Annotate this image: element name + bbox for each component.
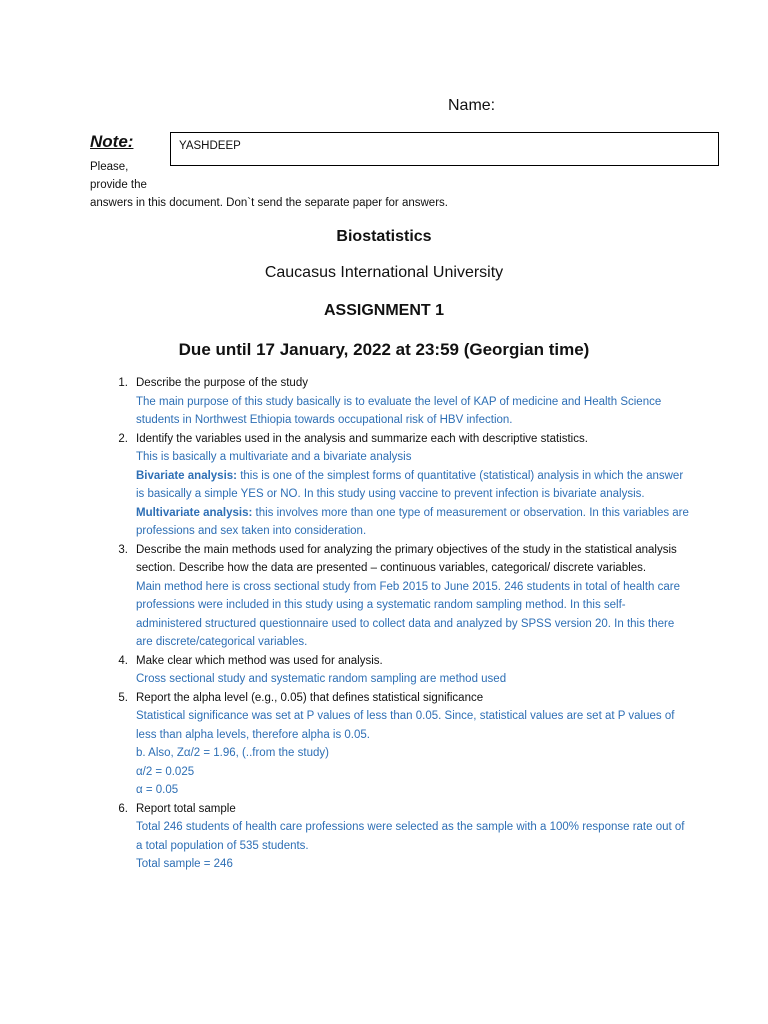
answer-bold-label: Multivariate analysis: xyxy=(136,506,253,519)
question-list xyxy=(110,374,690,874)
answer-bold-label: Bivariate analysis: xyxy=(136,469,238,482)
question-text: Identify the variables used in the analysis and summarize each with descriptive statistics. xyxy=(136,432,588,445)
answer-text: Total sample = 246 xyxy=(136,858,233,870)
question-text: Describe the main methods used for analyzing the primary objectives of the study in the statistical analysis section. Describe how the data are presented – continuous variables, categorical/ discrete variables. xyxy=(136,543,677,574)
answer-text: α = 0.05 xyxy=(136,784,179,796)
assignment-title: ASSIGNMENT 1 xyxy=(323,302,444,319)
question-text: Make clear which method was used for analysis. xyxy=(136,654,383,667)
note-line: provide the xyxy=(90,179,147,191)
course-title: Biostatistics xyxy=(336,228,432,245)
answer-text: This is basically a multivariate and a bivariate analysis xyxy=(136,451,412,463)
question-number: 4. xyxy=(118,654,128,667)
answer-text: Total 246 students of health care professions were selected as the sample with a 100% response rate out of a total population of 535 students. xyxy=(136,821,685,852)
note-line: answers in this document. Don`t send the separate paper for answers. xyxy=(90,197,448,209)
answer-text xyxy=(136,467,690,504)
question-number: 1. xyxy=(118,377,128,389)
question-item xyxy=(110,800,690,874)
question-item xyxy=(110,689,690,800)
question-text: Report total sample xyxy=(136,802,236,815)
question-item xyxy=(110,374,690,430)
answer-text: Cross sectional study and systematic random sampling are method used xyxy=(136,673,507,685)
question-item xyxy=(110,430,690,541)
answer-body: this involves more than one type of measurement or observation. In this variables are professions and sex taken into consideration. xyxy=(136,506,689,537)
name-label: Name: xyxy=(448,97,496,114)
question-item xyxy=(110,652,690,689)
question-number: 3. xyxy=(118,543,128,556)
question-number: 2. xyxy=(118,432,128,445)
answer-text: b. Also, Zα/2 = 1.96, (..from the study) xyxy=(136,747,329,759)
note-label: Note: xyxy=(90,132,134,151)
answer-body: this is one of the simplest forms of quantitative (statistical) analysis in which the answer is basically a simple YES or NO. In this study using vaccine to prevent infection is bivariate analysis. xyxy=(136,469,684,500)
question-number: 5. xyxy=(118,691,128,704)
note-body xyxy=(90,158,170,194)
question-item xyxy=(110,541,690,652)
answer-text: Main method here is cross sectional study from Feb 2015 to June 2015. 246 students in total of health care professions were included in this study using a systematic random sampling method. In this self-administered structured questionnaire used to collect data and analyzed by SPSS version 20. In this there are discrete/categorical variables. xyxy=(136,580,681,648)
question-number: 6. xyxy=(118,802,128,815)
answer-text: α/2 = 0.025 xyxy=(136,765,195,778)
note-line: Please, xyxy=(90,161,129,173)
question-text: Describe the purpose of the study xyxy=(136,377,308,389)
due-date-title: Due until 17 January, 2022 at 23:59 (Georgian time) xyxy=(178,340,590,359)
answer-text: Statistical significance was set at P values of less than 0.05. Since, statistical values are set at P values of less than alpha levels, therefore alpha is 0.05. xyxy=(136,710,675,741)
answer-text xyxy=(136,504,690,541)
answer-text: The main purpose of this study basically is to evaluate the level of KAP of medicine and Health Science students in Northwest Ethiopia towards occupational risk of HBV infection. xyxy=(136,395,662,426)
university-title: Caucasus International University xyxy=(264,264,504,281)
name-field[interactable]: YASHDEEP xyxy=(170,132,719,166)
question-text: Report the alpha level (e.g., 0.05) that defines statistical significance xyxy=(136,691,484,704)
